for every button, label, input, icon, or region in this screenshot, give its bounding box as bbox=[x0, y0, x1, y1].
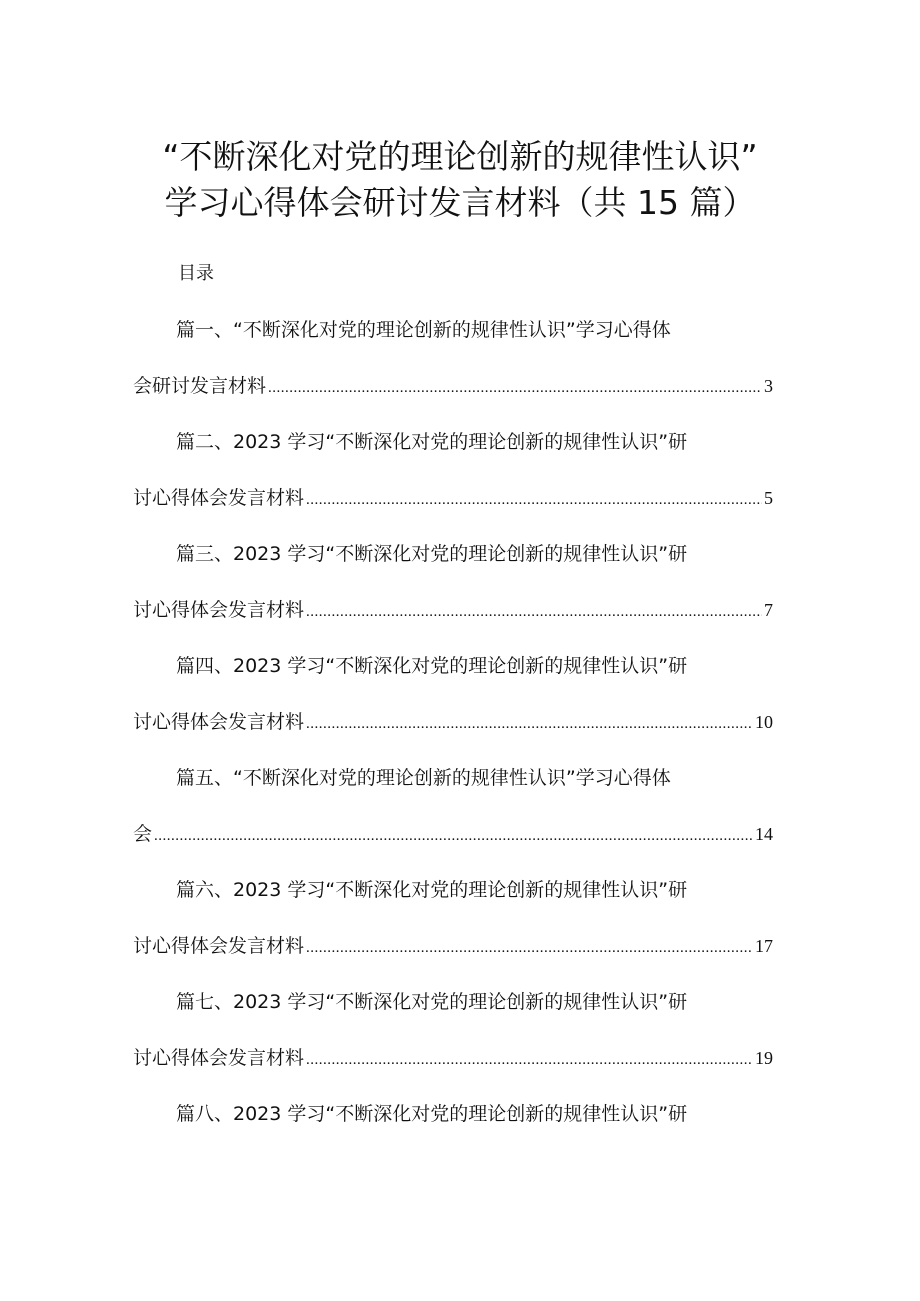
toc-entry-5-line[interactable] bbox=[133, 821, 773, 847]
toc-entry-4-line[interactable] bbox=[133, 709, 773, 735]
toc-entry-3-line[interactable] bbox=[133, 597, 773, 623]
toc-entry-6-line[interactable] bbox=[133, 933, 773, 959]
dot-leader bbox=[268, 375, 762, 401]
toc-entry-4-page: 10 bbox=[755, 712, 773, 732]
toc-entry-7-line[interactable] bbox=[133, 1045, 773, 1071]
toc-entry-3-heading[interactable]: 篇三、2023 学习“不断深化对党的理论创新的规律性认识”研 bbox=[176, 543, 688, 565]
toc-entry-6-page: 17 bbox=[755, 936, 773, 956]
toc-entry-1-line[interactable] bbox=[133, 373, 773, 399]
toc-entry-2-page: 5 bbox=[764, 488, 773, 508]
dot-leader bbox=[306, 935, 753, 961]
toc-entry-3-page: 7 bbox=[764, 600, 773, 620]
document-title-line-2: 学习心得体会研讨发言材料（共 15 篇） bbox=[164, 183, 756, 222]
dot-leader bbox=[306, 599, 762, 625]
toc-entry-5-page: 14 bbox=[755, 824, 773, 844]
toc-entry-6-heading[interactable]: 篇六、2023 学习“不断深化对党的理论创新的规律性认识”研 bbox=[176, 879, 688, 901]
document-title-line-1: “不断深化对党的理论创新的规律性认识” bbox=[162, 137, 758, 176]
toc-entry-7-heading[interactable]: 篇七、2023 学习“不断深化对党的理论创新的规律性认识”研 bbox=[176, 991, 688, 1013]
toc-entry-1-page: 3 bbox=[764, 376, 773, 396]
toc-label: 目录 bbox=[178, 263, 214, 284]
toc-entry-1-heading[interactable]: 篇一、“不断深化对党的理论创新的规律性认识”学习心得体 bbox=[176, 319, 671, 341]
toc-entry-7-page: 19 bbox=[755, 1048, 773, 1068]
dot-leader bbox=[306, 711, 753, 737]
dot-leader bbox=[154, 823, 753, 849]
toc-entry-4-text: 讨心得体会发言材料 bbox=[133, 711, 305, 733]
dot-leader bbox=[306, 1047, 753, 1073]
toc-entry-6-text: 讨心得体会发言材料 bbox=[133, 935, 305, 957]
toc-entry-3-text: 讨心得体会发言材料 bbox=[133, 599, 305, 621]
dot-leader bbox=[306, 487, 762, 513]
toc-entry-4-heading[interactable]: 篇四、2023 学习“不断深化对党的理论创新的规律性认识”研 bbox=[176, 655, 688, 677]
toc-entry-2-heading[interactable]: 篇二、2023 学习“不断深化对党的理论创新的规律性认识”研 bbox=[176, 431, 688, 453]
toc-entry-8-heading[interactable]: 篇八、2023 学习“不断深化对党的理论创新的规律性认识”研 bbox=[176, 1103, 688, 1125]
toc-entry-1-text: 会研讨发言材料 bbox=[133, 375, 267, 397]
toc-entry-2-line[interactable] bbox=[133, 485, 773, 511]
toc-entry-5-text: 会 bbox=[133, 823, 153, 845]
toc-entry-5-heading[interactable]: 篇五、“不断深化对党的理论创新的规律性认识”学习心得体 bbox=[176, 767, 671, 789]
toc-entry-7-text: 讨心得体会发言材料 bbox=[133, 1047, 305, 1069]
toc-entry-2-text: 讨心得体会发言材料 bbox=[133, 487, 305, 509]
